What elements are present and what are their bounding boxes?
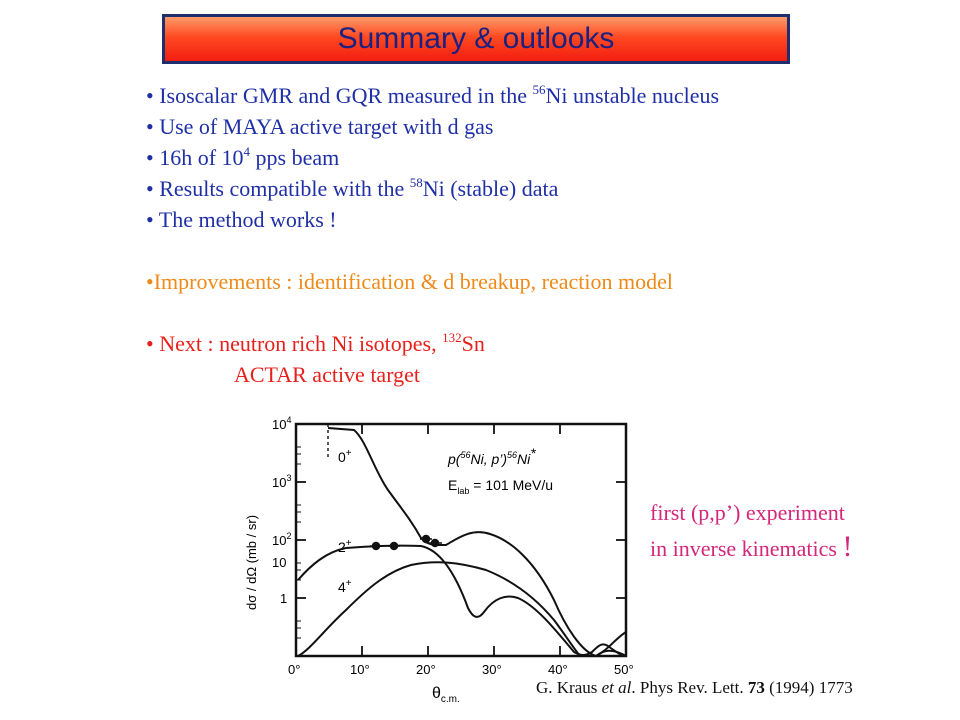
bullet-results: • Results compatible with the $^{58}$Ni (stable) data	[146, 175, 559, 201]
y-tick-1e2: $10^2$	[272, 531, 292, 548]
state-label-2: 2+	[338, 538, 352, 555]
bullet-beam: • 16h of $10^4$ pps beam	[146, 144, 340, 170]
y-tick-1: 1	[280, 591, 288, 606]
x-tick-0: 0°	[288, 662, 301, 677]
experiment-note	[650, 496, 852, 566]
y-tick-1e4: $10^4$	[272, 415, 292, 432]
x-tick-10: 10°	[350, 662, 370, 677]
y-tick-1e3: $10^3$	[272, 473, 292, 490]
bullet-method: • The method works !	[146, 207, 337, 232]
state-label-4: 4+	[338, 578, 352, 595]
slide-title: Summary & outlooks	[337, 22, 615, 55]
x-tick-20: 20°	[416, 662, 436, 677]
x-tick-40: 40°	[548, 662, 568, 677]
reaction-label: p($^{56}$Ni, p’)$^{56}$Ni*	[448, 445, 536, 467]
bullet-maya: • Use of MAYA active target with d gas	[146, 114, 494, 139]
note-line2: in inverse kinematics !	[650, 530, 853, 563]
y-axis-label: dσ / dΩ (mb / sr)	[244, 514, 259, 610]
cross-section-figure	[236, 400, 646, 710]
bullet-actar: ACTAR active target	[234, 362, 421, 387]
x-tick-30: 30°	[482, 662, 502, 677]
title-box	[162, 14, 790, 64]
bullet-improvements: •Improvements : identification & d breakup, reaction model	[146, 269, 673, 294]
x-axis-label: $\theta_{c.m.}$	[432, 685, 460, 705]
bullet-gmr-gqr: • Isoscalar GMR and GQR measured in the $^{56}$Ni unstable nucleus	[146, 82, 720, 108]
note-line1: first (p,p’) experiment	[650, 500, 845, 525]
y-tick-10: 10	[272, 555, 287, 570]
bullet-next: • Next : neutron rich Ni isotopes, $^{132}$Sn	[146, 330, 485, 356]
energy-label: $E_{lab} = 101$ MeV/u	[448, 477, 554, 496]
cross-section-plot	[236, 400, 646, 710]
bullet-list	[146, 80, 926, 390]
state-label-0: 0+	[338, 448, 352, 465]
x-tick-50: 50°	[614, 662, 634, 677]
citation: G. Kraus et al. Phys Rev. Lett. 73 (1994) 1773	[536, 678, 853, 697]
